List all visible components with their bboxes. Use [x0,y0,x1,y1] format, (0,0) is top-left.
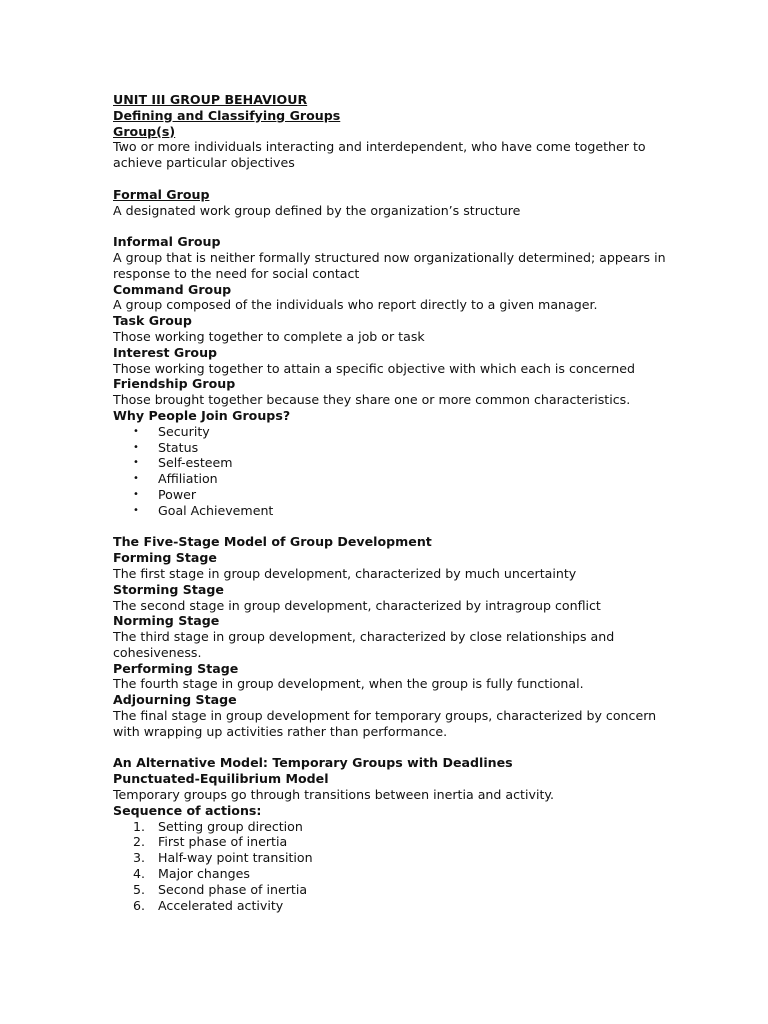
list-item: • Affiliation [133,471,218,487]
spacer [113,171,673,187]
informal-group-definition: A group that is neither formally structured now organizationally determined; appears in response to the need for social contact [113,249,666,281]
stage-heading: Performing Stage [113,660,239,676]
stage-description: The fourth stage in group development, when the group is fully functional. [113,676,584,692]
sequence-heading: Sequence of actions: [113,802,262,818]
informal-group-heading: Informal Group [113,234,221,250]
list-item: • Power [133,486,197,502]
bullet-icon: • [133,441,139,453]
alternative-model-heading: An Alternative Model: Temporary Groups with Deadlines [113,755,513,771]
interest-group-definition: Those working together to attain a specific objective with which each is concerned [113,360,635,376]
bullet-icon: • [133,473,139,485]
list-item: 2. First phase of inertia [133,834,288,850]
bullet-icon: • [133,504,139,516]
list-item: 1. Setting group direction [133,818,303,834]
stage-description: The third stage in group development, characterized by close relationships and cohesiveness. [113,629,615,660]
why-join-heading: Why People Join Groups? [113,407,291,423]
stage-heading: Forming Stage [113,550,217,566]
list-item: • Security [133,423,210,439]
five-stage-heading: The Five-Stage Model of Group Development [113,534,432,550]
task-group-heading: Task Group [113,313,192,329]
reasons-list [113,424,673,519]
punctuated-equilibrium-heading: Punctuated-Equilibrium Model [113,771,329,787]
list-item: 4. Major changes [133,866,250,882]
document-page [113,92,673,913]
spacer [113,740,673,756]
bullet-icon: • [133,457,139,469]
list-item: • Status [133,439,199,455]
list-item: • Self-esteem [133,455,233,471]
formal-group-definition: A designated work group defined by the organization’s structure [113,202,521,218]
spacer [113,519,673,535]
interest-group-heading: Interest Group [113,344,218,360]
bullet-icon: • [133,425,139,437]
groups-definition: Two or more individuals interacting and interdependent, who have come together to achieve particular objectives [113,139,646,171]
list-item: • Goal Achievement [133,502,274,518]
stage-heading: Adjourning Stage [113,692,237,708]
spacer [113,218,673,234]
task-group-definition: Those working together to complete a job or task [113,328,425,344]
stage-description: The first stage in group development, characterized by much uncertainty [113,565,577,581]
stage-description: The second stage in group development, characterized by intragroup conflict [113,597,601,613]
friendship-group-heading: Friendship Group [113,376,236,392]
command-group-definition: A group composed of the individuals who report directly to a given manager. [113,297,598,313]
stage-description: The final stage in group development for temporary groups, characterized by concern with wrapping up activities rather than performance. [113,708,657,739]
list-item: 6. Accelerated activity [133,897,284,913]
list-item: 5. Second phase of inertia [133,881,308,897]
section-subtitle: Defining and Classifying Groups [113,107,341,123]
bullet-icon: • [133,488,139,500]
stage-heading: Norming Stage [113,613,220,629]
friendship-group-definition: Those brought together because they share one or more common characteristics. [113,392,631,408]
groups-heading: Group(s) [113,123,176,139]
stage-heading: Storming Stage [113,581,224,597]
list-item: 3. Half-way point transition [133,850,313,866]
punctuated-equilibrium-definition: Temporary groups go through transitions between inertia and activity. [113,787,555,803]
unit-title: UNIT III GROUP BEHAVIOUR [113,92,308,107]
sequence-list [113,819,673,914]
formal-group-heading: Formal Group [113,186,210,202]
command-group-heading: Command Group [113,281,232,297]
